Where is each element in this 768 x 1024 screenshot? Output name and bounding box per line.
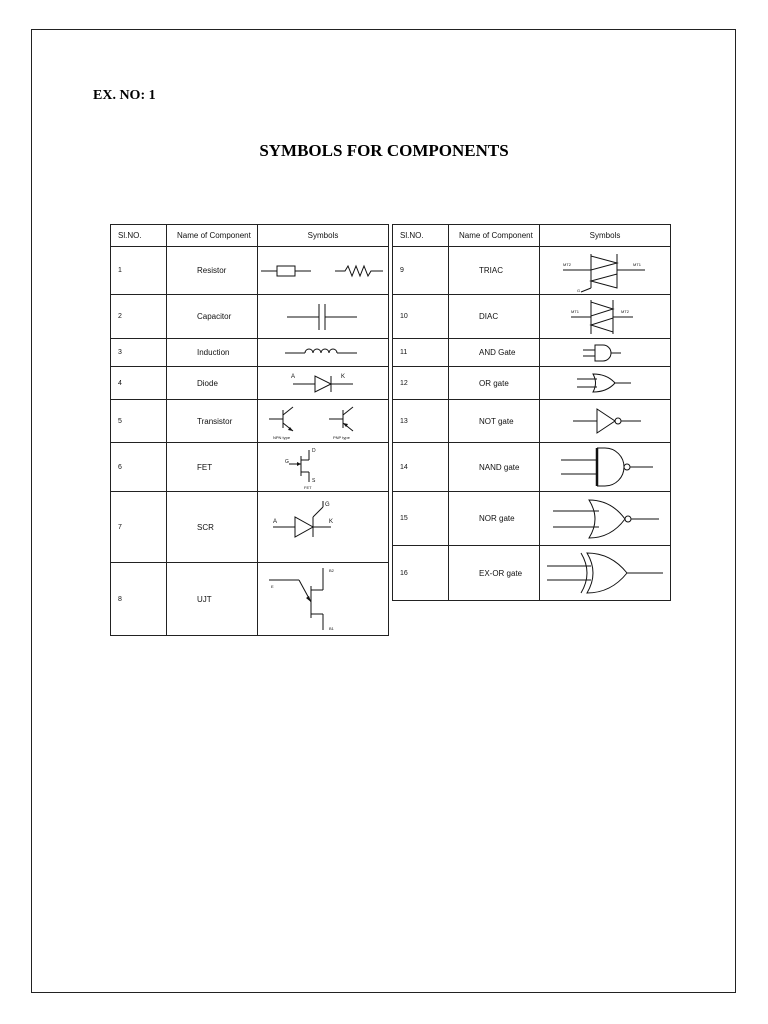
table-row (111, 492, 389, 563)
fet-symbol-icon (259, 444, 387, 490)
scr-cathode-label: K (329, 519, 334, 525)
component-name: OR gate (479, 378, 509, 388)
component-name: UJT (197, 594, 212, 604)
npn-label: NPN type (273, 435, 291, 440)
table-row (111, 367, 389, 400)
nor-gate-icon (541, 494, 669, 544)
component-name: NOT gate (479, 416, 514, 426)
table-row (111, 339, 389, 367)
diode-symbol-icon (259, 369, 387, 397)
component-name: Induction (197, 348, 230, 357)
ujt-symbol-icon (259, 564, 387, 634)
table-row (393, 492, 671, 546)
symbols-table-right (392, 224, 671, 601)
header-sl-no: Sl.NO. (393, 225, 449, 247)
row-number: 11 (400, 349, 408, 356)
triac-mt1-label: MT1 (633, 261, 641, 267)
triac-mt2-label: MT2 (563, 261, 571, 267)
ujt-b1-label: B1 (329, 626, 334, 631)
fet-source-label: S (312, 478, 316, 484)
component-name: Resistor (197, 266, 227, 275)
table-row (111, 563, 389, 636)
scr-anode-label: A (273, 519, 278, 525)
nand-gate-icon (541, 444, 669, 490)
table-row (111, 400, 389, 443)
ujt-emitter-label: E (271, 584, 274, 589)
header-component-name: Name of Component (167, 225, 258, 247)
header-component-name: Name of Component (449, 225, 540, 247)
triac-symbol-icon (541, 248, 669, 294)
row-number: 6 (118, 463, 122, 471)
row-number: 14 (400, 463, 408, 471)
table-row (393, 546, 671, 601)
diode-cathode-label: K (341, 374, 346, 380)
component-name: SCR (197, 522, 214, 532)
fet-gate-label: G (285, 459, 289, 465)
component-name: AND Gate (479, 348, 516, 357)
table-row (393, 247, 671, 295)
table-row (393, 367, 671, 400)
component-name: NOR gate (479, 514, 515, 523)
table-row (393, 400, 671, 443)
table-row (111, 443, 389, 492)
and-gate-icon (541, 341, 669, 365)
ujt-b2-label: B2 (329, 568, 334, 573)
not-gate-icon (541, 403, 669, 439)
row-number: 8 (118, 595, 122, 603)
resistor-symbol-icon (259, 251, 387, 291)
row-number: 1 (118, 267, 122, 274)
component-name: Transistor (197, 416, 233, 426)
triac-gate-label: G (577, 287, 581, 293)
header-symbols: Symbols (258, 225, 389, 247)
capacitor-symbol-icon (259, 299, 387, 335)
row-number: 16 (400, 569, 408, 577)
row-number: 5 (118, 417, 122, 425)
component-name: Capacitor (197, 312, 232, 321)
row-number: 2 (118, 313, 122, 320)
component-name: FET (197, 462, 213, 472)
table-row (111, 295, 389, 339)
fet-drain-label: D (312, 448, 316, 454)
table-row (393, 295, 671, 339)
transistor-symbol-icon (259, 401, 387, 441)
scr-symbol-icon (259, 497, 387, 557)
xor-gate-icon (541, 547, 669, 599)
diode-anode-label: A (291, 374, 296, 380)
row-number: 9 (400, 267, 404, 274)
row-number: 13 (400, 417, 408, 425)
diac-mt2-label: MT2 (621, 308, 629, 314)
page-title: SYMBOLS FOR COMPONENTS (259, 141, 509, 160)
row-number: 12 (400, 379, 408, 387)
row-number: 7 (118, 523, 122, 531)
pnp-label: PNP type (333, 435, 350, 440)
row-number: 10 (400, 313, 408, 320)
diac-symbol-icon (541, 296, 669, 338)
inductor-symbol-icon (259, 342, 387, 364)
symbols-table-left (110, 224, 389, 636)
row-number: 15 (400, 515, 408, 522)
header-symbols: Symbols (540, 225, 671, 247)
table-row (393, 339, 671, 367)
diac-mt1-label: MT1 (571, 308, 579, 314)
table-header-row (393, 225, 671, 247)
row-number: 4 (118, 379, 122, 387)
fet-caption-label: FET (304, 485, 312, 490)
table-row (111, 247, 389, 295)
component-name: Diode (197, 378, 218, 388)
component-name: NAND gate (479, 462, 520, 472)
component-name: DIAC (479, 312, 499, 321)
row-number: 3 (118, 349, 122, 356)
scr-gate-label: G (325, 502, 330, 508)
table-header-row (111, 225, 389, 247)
header-sl-no: Sl.NO. (111, 225, 167, 247)
exercise-number: EX. NO: 1 (93, 88, 156, 103)
component-name: EX-OR gate (479, 568, 523, 578)
component-name: TRIAC (479, 266, 503, 275)
table-row (393, 443, 671, 492)
or-gate-icon (541, 369, 669, 397)
